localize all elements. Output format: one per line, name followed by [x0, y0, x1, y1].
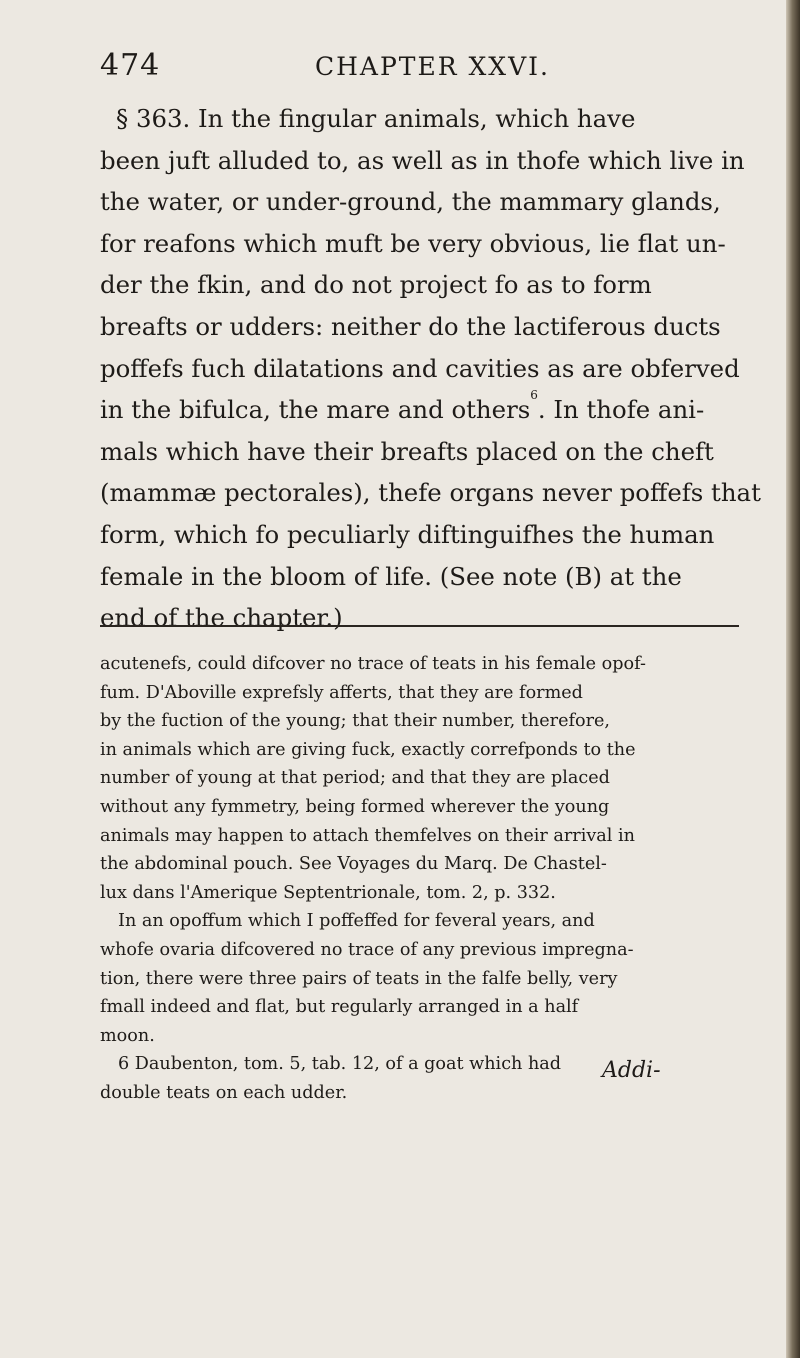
footnote-line: 6 Daubenton, tom. 5, tab. 12, of a goat which had — [118, 1054, 562, 1075]
main-line: breafts or udders: neither do the lactiferous ducts — [100, 311, 721, 341]
main-text-block — [100, 98, 761, 639]
main-line: mals which have their breafts placed on the cheft — [100, 436, 714, 466]
catchword: Addi- — [602, 1058, 661, 1083]
main-line: for reafons which muft be very obvious, lie flat un- — [100, 228, 726, 258]
main-line-head: in the bifulca, the mare and others — [100, 395, 531, 425]
chapter-title: CHAPTER XXVI. — [315, 52, 550, 81]
page-edge-shadow — [786, 0, 800, 1358]
footnote-line: In an opoffum which I poffeffed for feveral years, and — [118, 911, 595, 932]
footnote-line: moon. — [100, 1025, 155, 1046]
main-line-tail: . In thofe ani- — [537, 395, 705, 425]
footnote-line: number of young at that period; and that they are placed — [100, 768, 610, 789]
main-line: form, which fo peculiarly diftinguifhes the human — [100, 519, 715, 549]
main-line: (mammæ pectorales), thefe organs never poffefs that — [100, 478, 761, 508]
footnote-ref: 6 — [530, 388, 538, 403]
footnote-separator — [100, 625, 739, 627]
footnotes-block — [100, 650, 740, 1108]
main-line: been juft alluded to, as well as in thofe which live in — [100, 145, 745, 175]
footnote-line: in animals which are giving fuck, exactly correfponds to the — [100, 739, 636, 760]
main-line: end of the chapter.) — [100, 603, 343, 633]
footnote-line: by the fuction of the young; that their number, therefore, — [100, 711, 611, 732]
main-line: § 363. In the fingular animals, which have — [116, 104, 636, 133]
footnote-line: tion, there were three pairs of teats in the falfe belly, very — [100, 968, 618, 989]
footnote-line: fmall indeed and flat, but regularly arranged in a half — [100, 997, 579, 1018]
page-number: 474 — [100, 48, 161, 83]
footnote-line: animals may happen to attach themfelves on their arrival in — [100, 825, 635, 846]
footnote-line: the abdominal pouch. See Voyages du Marq. De Chastel- — [100, 854, 607, 875]
footnote-line: without any fymmetry, being formed wherever the young — [100, 796, 610, 817]
main-line: female in the bloom of life. (See note (B) at the — [100, 561, 682, 591]
footnote-line: double teats on each udder. — [100, 1082, 348, 1103]
page-header — [100, 44, 700, 84]
main-line-with-footnote-ref — [100, 389, 740, 431]
footnote-line: whofe ovaria difcovered no trace of any previous impregna- — [100, 939, 634, 960]
footnote-line: lux dans l'Amerique Septentrionale, tom. 2, p. 332. — [100, 882, 556, 903]
footnote-line: fum. D'Aboville exprefsly afferts, that they are formed — [100, 682, 583, 703]
main-line: poffefs fuch dilatations and cavities as are obferved — [100, 353, 740, 383]
main-line: the water, or under-ground, the mammary glands, — [100, 187, 721, 217]
main-line: der the fkin, and do not project fo as to form — [100, 270, 652, 300]
footnote-line: acutenefs, could difcover no trace of teats in his female opof- — [100, 654, 646, 674]
